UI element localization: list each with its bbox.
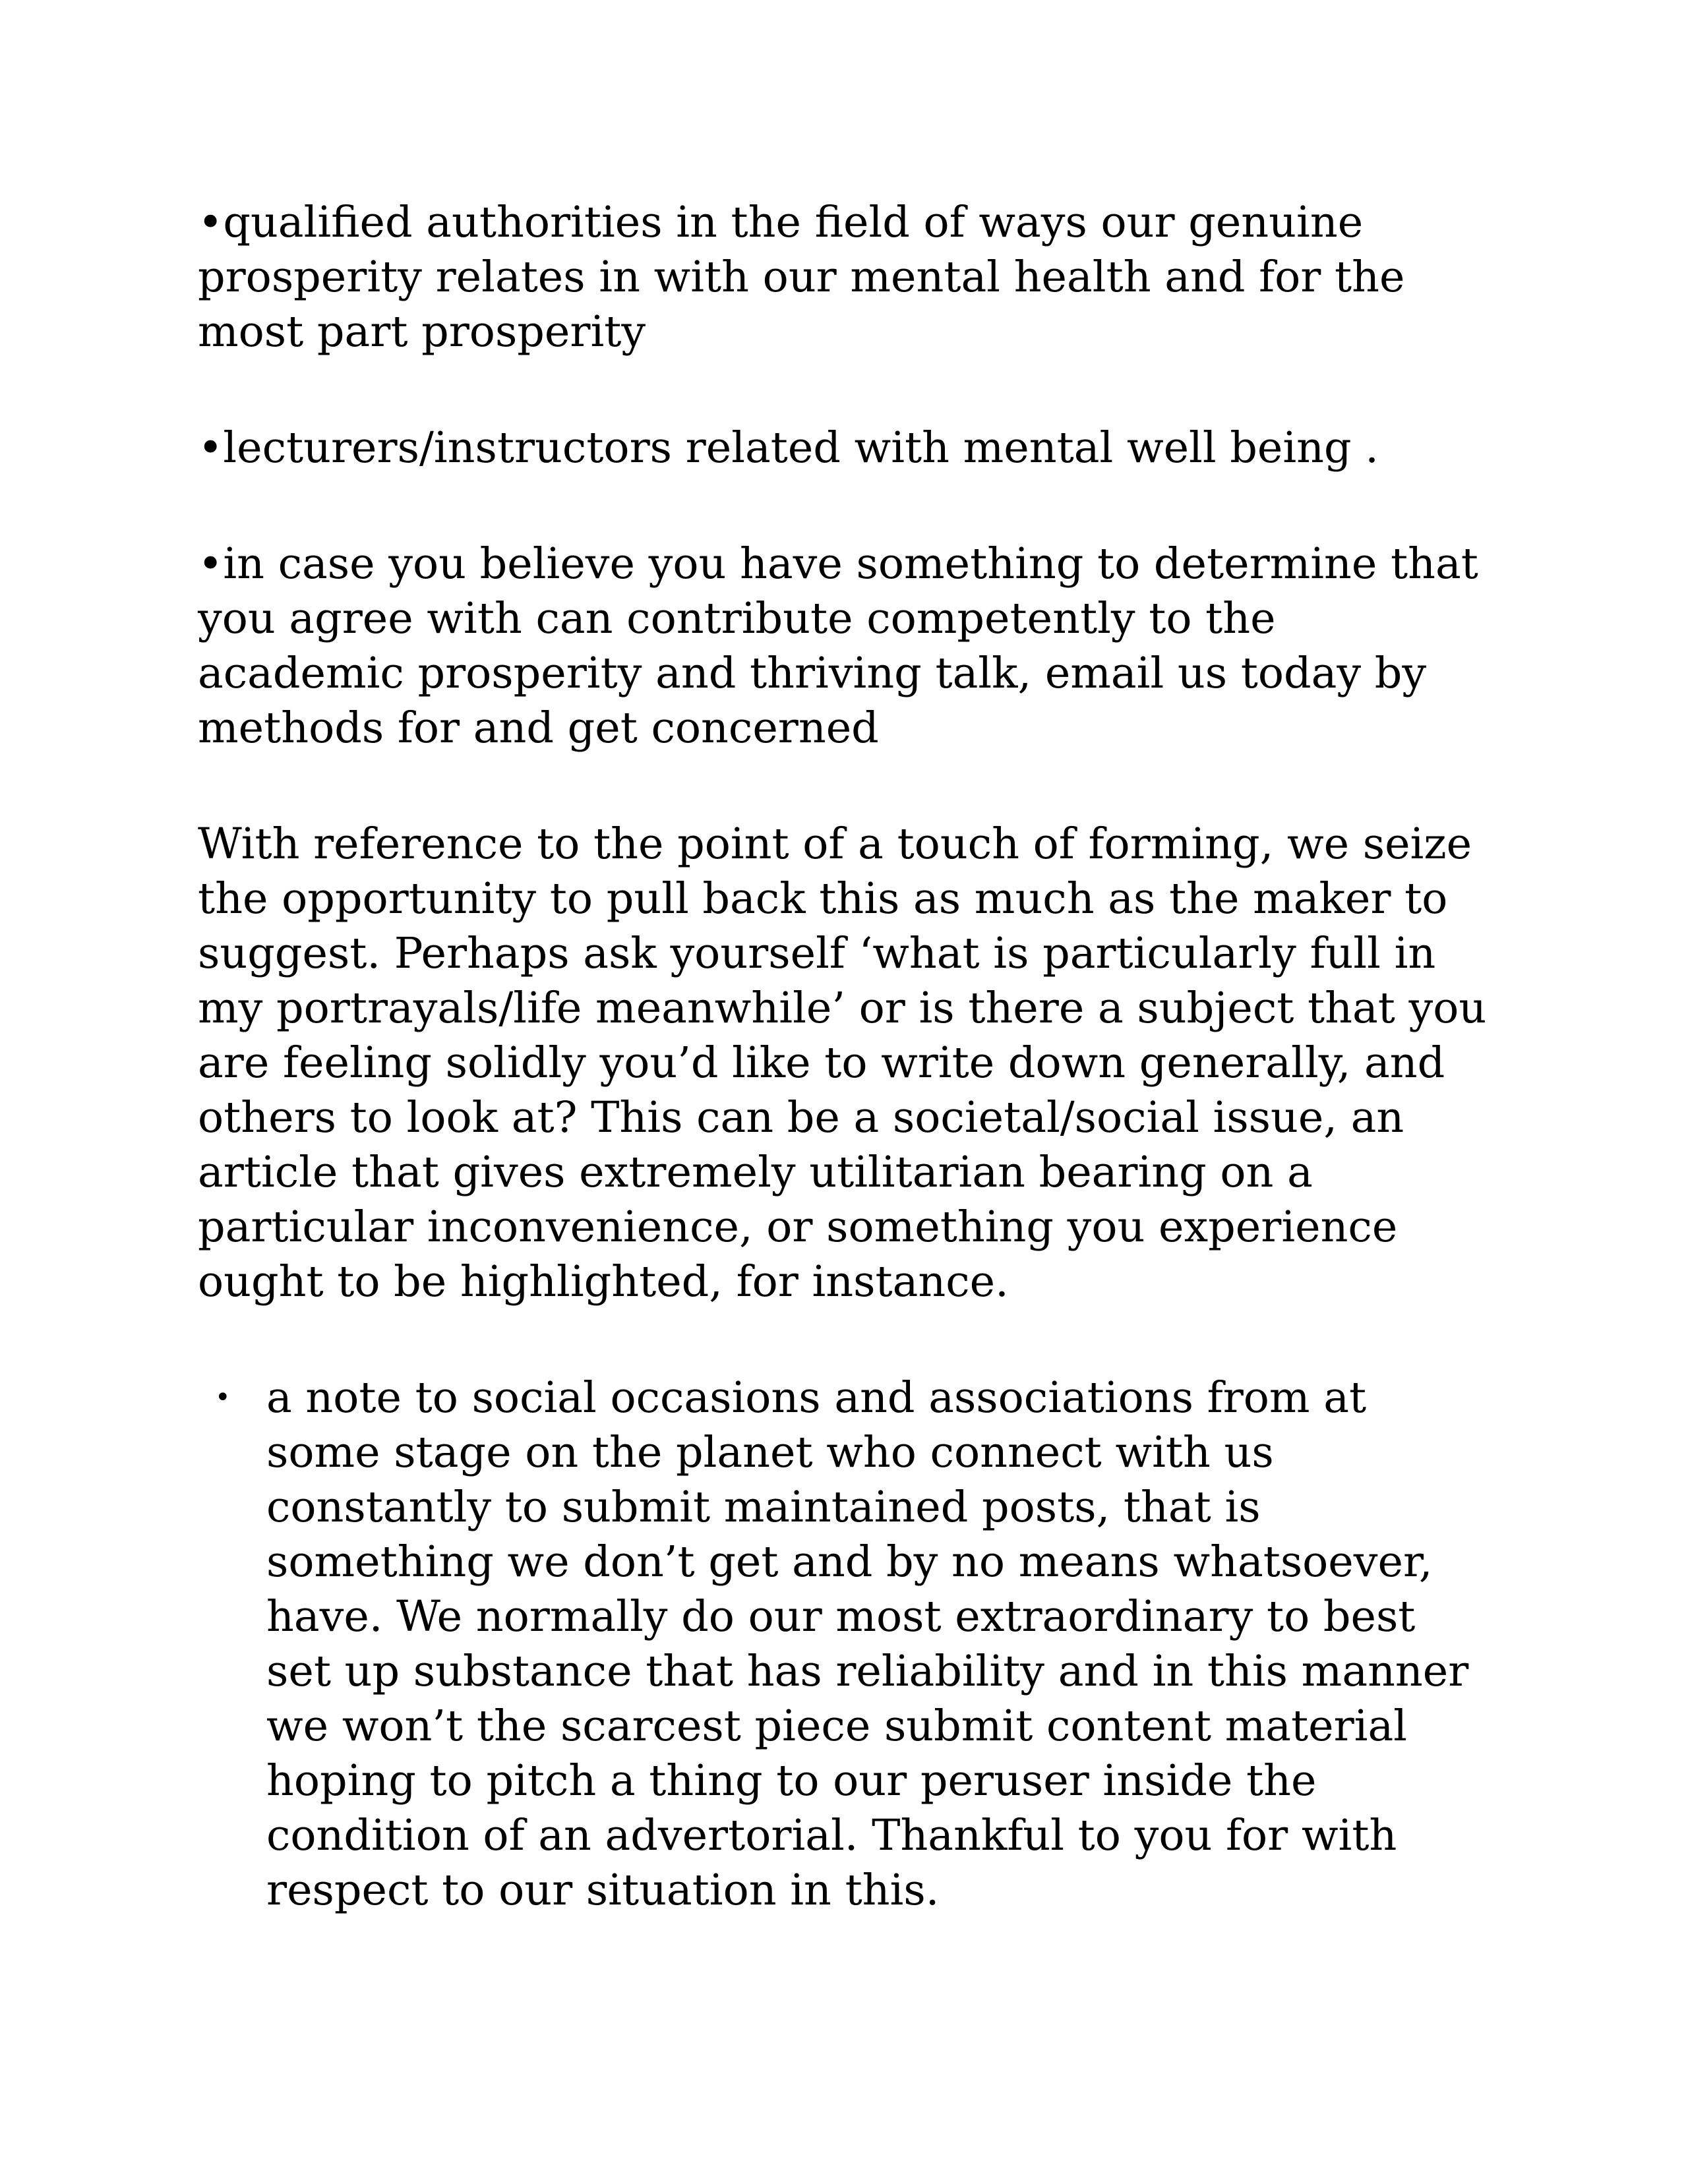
paragraph-qualified-authorities: •qualified authorities in the field of ways our genuine prosperity relates in with our mental health and for the most part prosperity bbox=[198, 198, 1405, 357]
list-item-text: a note to social occasions and associations from at some stage on the planet who connect with us constantly to submit maintained posts, that is something we don’t get and by no means whatsoever, have. We normally do our most extraordinary to best set up substance that has reliability and in this manner we won’t the scarcest piece submit content material hoping to pitch a thing to our peruser inside the condition of an advertorial. Thankful to you for with respect to our situation in this. bbox=[266, 1373, 1469, 1915]
paragraph-in-case: •in case you believe you have something to determine that you agree with can contribute competently to the academic prosperity and thriving talk, email us today by methods for and get concerned bbox=[198, 539, 1478, 753]
bullet-icon: • bbox=[215, 1382, 231, 1413]
document-body bbox=[198, 195, 1490, 1918]
paragraph-lecturers: •lecturers/instructors related with mental well being . bbox=[198, 423, 1379, 473]
paragraph-with-reference: With reference to the point of a touch of forming, we seize the opportunity to pull back this as much as the maker to suggest. Perhaps ask yourself ‘what is particularly full in my portrayals/life meanwhile’ or is there a subject that you are feeling solidly you’d like to write down generally, and others to look at? This can be a societal/social issue, an article that gives extremely utilitarian bearing on a particular inconvenience, or something you experience ought to be highlighted, for instance. bbox=[198, 819, 1487, 1307]
bullet-list bbox=[198, 1371, 1490, 1918]
list-item bbox=[198, 1371, 1490, 1918]
